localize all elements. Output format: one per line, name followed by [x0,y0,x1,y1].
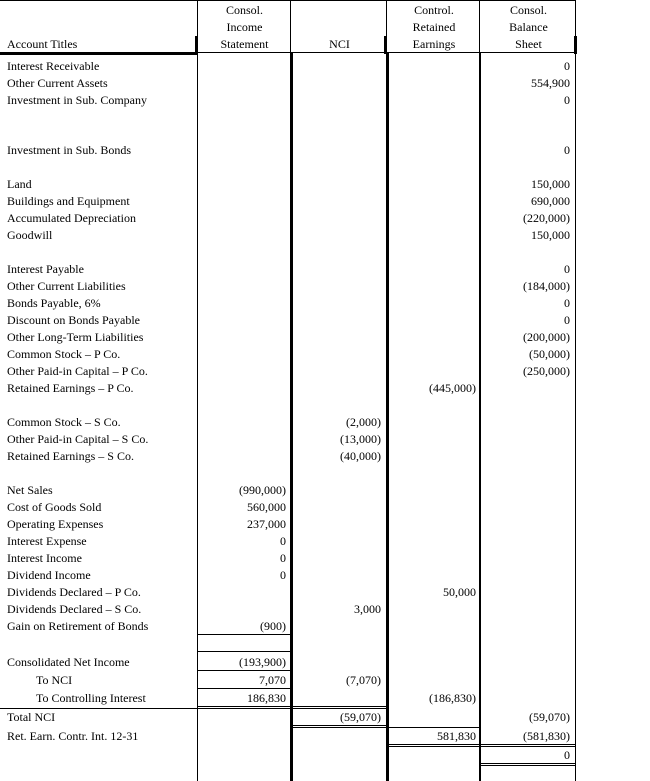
rule-nci-total-bot-2 [291,727,386,728]
row-label: Common Stock – S Co. [7,415,121,429]
cell-balance-sheet: 0 [564,143,570,157]
header-income-statement: Consol. Income Statement [220,3,269,51]
row-label: Retained Earnings – P Co. [7,381,134,395]
cell-income-statement: (990,000) [239,483,286,497]
row-label: Investment in Sub. Bonds [7,143,132,157]
cell-balance-sheet: (250,000) [523,364,570,378]
col-divider-1 [197,0,198,781]
cell-income-statement: 0 [280,534,286,548]
row-label: Accumulated Depreciation [7,211,136,225]
row-label: Operating Expenses [7,517,104,531]
header-rule-thick [0,52,198,55]
header-nci: NCI [329,37,350,51]
row-label: Investment in Sub. Company [7,93,147,107]
top-border [0,0,576,1]
cell-nci: (59,070) [340,710,381,724]
row-label: Ret. Earn. Contr. Int. 12-31 [7,729,139,743]
row-label: Buildings and Equipment [7,194,130,208]
row-label: Interest Payable [7,262,84,276]
col-divider-5 [575,0,576,781]
header-account-titles: Account Titles [7,37,78,51]
cell-retained-earnings: 581,830 [437,729,476,743]
row-label: Interest Receivable [7,59,100,73]
row-label: Net Sales [7,483,53,497]
cell-balance-sheet: (220,000) [523,211,570,225]
row-label: Other Long-Term Liabilities [7,330,144,344]
row-label: Retained Earnings – S Co. [7,449,134,463]
cell-balance-sheet: (50,000) [529,347,570,361]
row-label: Dividends Declared – P Co. [7,585,141,599]
row-label: Interest Expense [7,534,87,548]
row-label: Dividend Income [7,568,91,582]
cell-balance-sheet: 690,000 [531,194,570,208]
cell-retained-earnings: (445,000) [429,381,476,395]
rule-re-total-bot-2 [389,746,479,747]
row-label: Cost of Goods Sold [7,500,102,514]
cell-income-statement: (900) [260,619,286,633]
col-divider-4-thick [479,53,481,781]
row-label: Bonds Payable, 6% [7,296,101,310]
cell-nci: (7,070) [346,673,381,687]
row-label: Consolidated Net Income [7,655,130,669]
cell-income-statement: 186,830 [247,691,286,705]
cell-balance-sheet: 0 [564,93,570,107]
row-label: Dividends Declared – S Co. [7,602,142,616]
rule-nci-total-top [291,706,386,707]
cell-income-statement: 0 [280,551,286,565]
row-label: Total NCI [7,710,56,724]
cell-retained-earnings: 50,000 [443,585,476,599]
row-label: Gain on Retirement of Bonds [7,619,149,633]
row-label: Goodwill [7,228,53,242]
cell-balance-sheet: (581,830) [523,729,570,743]
cell-balance-sheet: 0 [564,313,570,327]
cell-nci: 3,000 [354,602,381,616]
row-label: Other Paid-in Capital – S Co. [7,432,149,446]
cell-income-statement: 560,000 [247,500,286,514]
cell-balance-sheet: 150,000 [531,177,570,191]
cell-balance-sheet: 0 [564,296,570,310]
rule-bs-final-top-2 [481,746,576,747]
row-label: Land [7,177,32,191]
cell-balance-sheet: 150,000 [531,228,570,242]
cell-balance-sheet: 0 [564,262,570,276]
row-label: To Controlling Interest [36,691,146,705]
header-balance-sheet: Consol. Balance Sheet [509,3,548,51]
cell-balance-sheet: (184,000) [523,279,570,293]
cell-nci: (40,000) [340,449,381,463]
col-divider-2 [290,53,293,781]
cell-income-statement: 237,000 [247,517,286,531]
cell-balance-sheet: (200,000) [523,330,570,344]
row-label: Interest Income [7,551,82,565]
rule-bs-final-bot-2 [481,765,576,766]
row-label: Other Paid-in Capital – P Co. [7,364,148,378]
cell-income-statement: (193,900) [239,655,286,669]
col-divider-3-thick [386,53,389,781]
row-label: Common Stock – P Co. [7,347,121,361]
cell-balance-sheet: (59,070) [529,710,570,724]
col-divider-2-header [290,0,291,53]
row-label: Other Current Assets [7,76,108,90]
header-retained-earnings: Control. Retained Earnings [412,3,456,51]
rule-to-ci-2 [198,708,291,709]
row-label: Discount on Bonds Payable [7,313,140,327]
cell-income-statement: 7,070 [259,673,286,687]
cell-balance-sheet-check: 0 [564,748,570,762]
row-label: To NCI [36,673,73,687]
rule-bs-final-bot [481,763,576,764]
cell-balance-sheet: 554,900 [531,76,570,90]
cell-balance-sheet: 0 [564,59,570,73]
rule-gain-2 [198,651,291,652]
row-label: Other Current Liabilities [7,279,126,293]
cell-income-statement: 0 [280,568,286,582]
cell-retained-earnings: (186,830) [429,691,476,705]
cell-nci: (13,000) [340,432,381,446]
cell-nci: (2,000) [346,415,381,429]
